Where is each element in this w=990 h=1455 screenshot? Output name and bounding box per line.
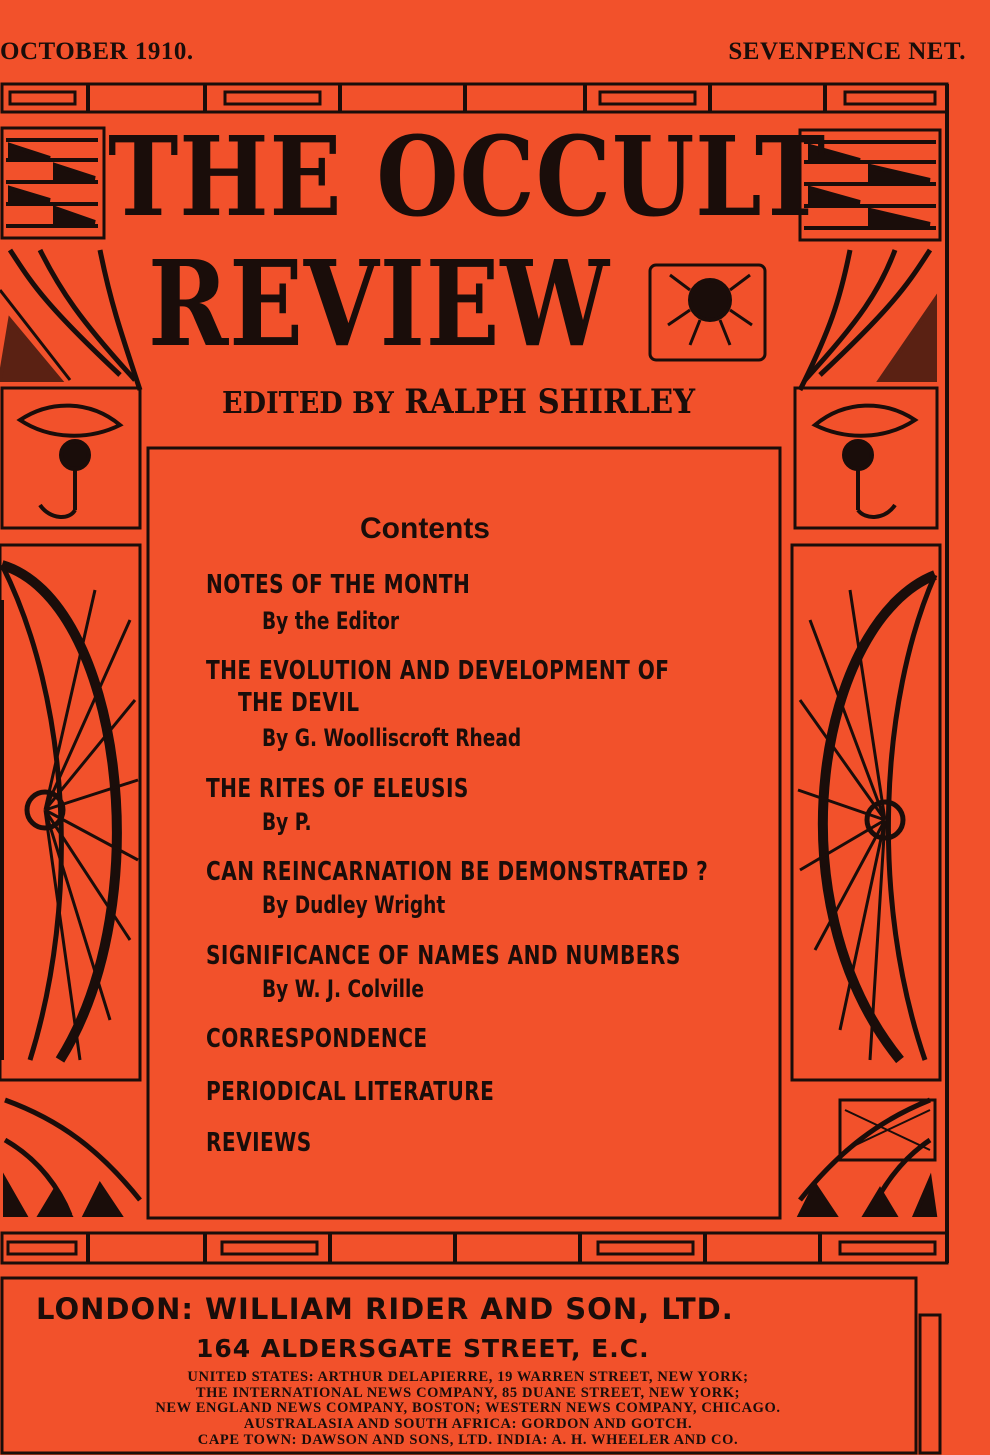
agent-line: CAPE TOWN: DAWSON AND SONS, LTD. INDIA: A. H. WHEELER AND CO. (197, 1432, 739, 1448)
price: SEVENPENCE NET. (728, 38, 966, 65)
winged-disc-left (0, 545, 140, 1080)
magazine-title-line1: THE OCCULT (108, 112, 827, 241)
agent-line: UNITED STATES: ARTHUR DELAPIERRE, 19 WARREN STREET, NEW YORK; (187, 1369, 749, 1385)
toc-author: By W. J. Colville (262, 975, 424, 1003)
toc-author: By Dudley Wright (262, 891, 446, 919)
toc-title: THE EVOLUTION AND DEVELOPMENT OF (206, 656, 670, 686)
toc-author: By G. Woolliscroft Rhead (262, 724, 522, 752)
bottom-border-band (2, 1233, 947, 1263)
address-line: 164 ALDERSGATE STREET, E.C. (196, 1334, 650, 1363)
top-border-band (2, 84, 947, 112)
winged-disc-right (792, 545, 940, 1080)
toc-title: CAN REINCARNATION BE DEMONSTRATED ? (206, 857, 709, 887)
toc-author: By P. (262, 808, 312, 836)
toc-author: By the Editor (262, 607, 400, 635)
toc-title: SIGNIFICANCE OF NAMES AND NUMBERS (206, 941, 681, 971)
publisher-line: LONDON: WILLIAM RIDER AND SON, LTD. (36, 1292, 734, 1326)
editor-name: RALPH SHIRLEY (404, 382, 696, 422)
toc-title: NOTES OF THE MONTH (206, 570, 471, 600)
agent-line: NEW ENGLAND NEWS COMPANY, BOSTON; WESTERN NEWS COMPANY, CHICAGO. (155, 1400, 781, 1416)
edited-by-label: EDITED BY (222, 386, 394, 421)
toc-title-continued: THE DEVIL (238, 688, 360, 718)
toc-title: THE RITES OF ELEUSIS (206, 774, 469, 804)
contents-heading: Contents (360, 512, 490, 545)
toc-title: PERIODICAL LITERATURE (206, 1077, 495, 1107)
editor-credit (222, 382, 695, 422)
toc-title: CORRESPONDENCE (206, 1024, 428, 1054)
toc-title: REVIEWS (206, 1128, 312, 1158)
issue-date: OCTOBER 1910. (0, 38, 194, 65)
agent-line: AUSTRALASIA AND SOUTH AFRICA: GORDON AND GOTCH. (243, 1416, 693, 1432)
magazine-title-line2: REVIEW (148, 234, 610, 373)
agent-line: THE INTERNATIONAL NEWS COMPANY, 85 DUANE STREET, NEW YORK; (195, 1385, 741, 1401)
